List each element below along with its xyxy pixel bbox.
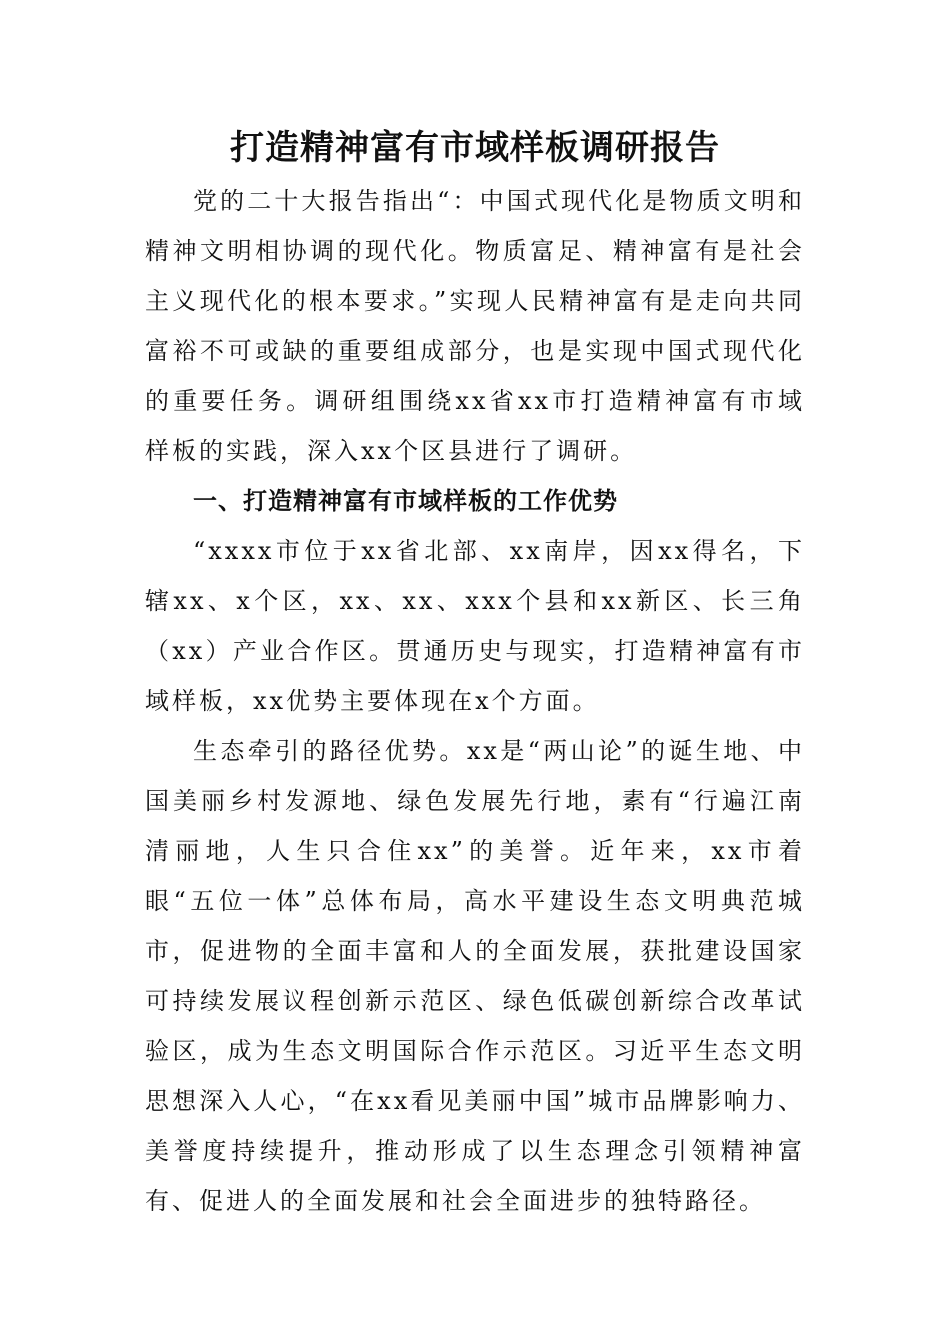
section-paragraph-2: 生态牵引的路径优势。xx是“两山论”的诞生地、中国美丽乡村发源地、绿色发展先行地，素有“行遍江南清丽地，人生只合住xx”的美誉。近年来，xx市着眼“五位一体”总体布局，高水平建设生态文明典范城市，促进物的全面丰富和人的全面发展，获批建设国家可持续发展议程创新示范区、绿色低碳创新综合改革试验区，成为生态文明国际合作示范区。习近平生态文明思想深入人心，“在xx看见美丽中国”城市品牌影响力、美誉度持续提升，推动形成了以生态理念引领精神富有、促进人的全面发展和社会全面进步的独特路径。: [145, 737, 805, 1215]
document-title: 打造精神富有市域样板调研报告: [230, 128, 720, 168]
section-heading: 一、打造精神富有市域样板的工作优势: [193, 487, 618, 515]
intro-paragraph: 党的二十大报告指出“：中国式现代化是物质文明和精神文明相协调的现代化。物质富足、精神富有是社会主义现代化的根本要求。”实现人民精神富有是走向共同富裕不可或缺的重要组成部分，也是实现中国式现代化的重要任务。调研组围绕xx省xx市打造精神富有市域样板的实践，深入xx个区县进行了调研。: [145, 187, 805, 465]
document-body: [145, 176, 805, 1226]
section-paragraph-1: “xxxx市位于xx省北部、xx南岸，因xx得名，下辖xx、x个区，xx、xx、xxx个县和xx新区、长三角（xx）产业合作区。贯通历史与现实，打造精神富有市域样板，xx优势主要体现在x个方面。: [145, 537, 805, 715]
